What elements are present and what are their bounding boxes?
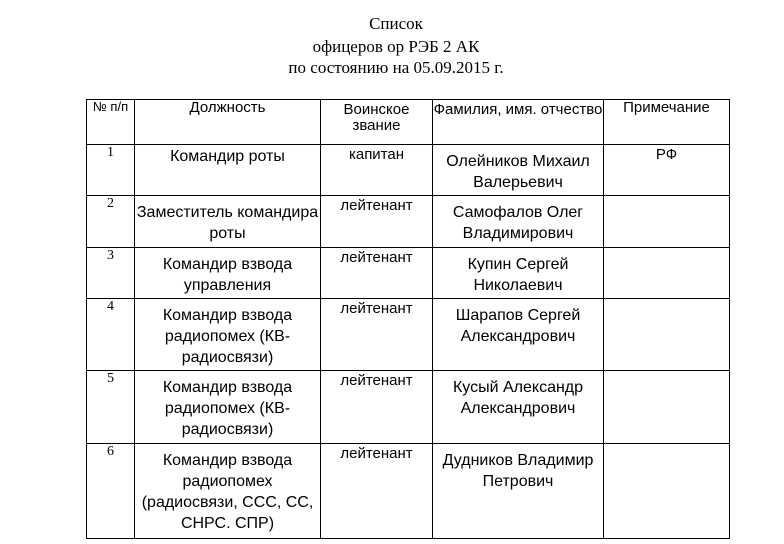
row-rank: лейтенант [321, 248, 433, 299]
table-row [87, 248, 730, 299]
row-position: Командир взвода радиопомех (КВ-радиосвязи) [135, 299, 321, 371]
officers-table [86, 99, 730, 539]
row-num: 5 [87, 371, 135, 444]
table-row [87, 371, 730, 444]
row-num: 6 [87, 444, 135, 539]
row-name: Самофалов Олег Владимирович [433, 196, 604, 248]
row-position: Командир роты [135, 145, 321, 196]
row-rank: капитан [321, 145, 433, 196]
row-num: 3 [87, 248, 135, 299]
row-num: 1 [87, 145, 135, 196]
row-note [604, 196, 730, 248]
row-rank: лейтенант [321, 444, 433, 539]
table-row [87, 444, 730, 539]
header-num: № п/п [87, 100, 135, 145]
row-rank: лейтенант [321, 371, 433, 444]
header-rank: Воинское звание [321, 100, 433, 145]
row-name: Шарапов Сергей Александрович [433, 299, 604, 371]
table-header-row [87, 100, 730, 145]
header-note: Примечание [604, 100, 730, 145]
row-num: 2 [87, 196, 135, 248]
header-name: Фамилия, имя. отчество [433, 100, 604, 145]
row-note [604, 299, 730, 371]
row-note [604, 444, 730, 539]
document-subtitle: офицеров ор РЭБ 2 АК [312, 37, 480, 56]
row-position: Командир взвода управления [135, 248, 321, 299]
row-num: 4 [87, 299, 135, 371]
row-position: Командир взвода радиопомех (радиосвязи, ССС, СС, СНРС. СПР) [135, 444, 321, 539]
row-note [604, 248, 730, 299]
document-date-line: по состоянию на 05.09.2015 г. [288, 58, 504, 77]
row-rank: лейтенант [321, 299, 433, 371]
row-name: Олейников Михаил Валерьевич [433, 145, 604, 196]
row-name: Дудников Владимир Петрович [433, 444, 604, 539]
row-rank: лейтенант [321, 196, 433, 248]
document-title: Список [369, 14, 423, 33]
row-position: Заместитель командира роты [135, 196, 321, 248]
table-row [87, 145, 730, 196]
table-row [87, 299, 730, 371]
table-row [87, 196, 730, 248]
row-position: Командир взвода радиопомех (КВ-радиосвязи) [135, 371, 321, 444]
row-name: Кусый Александр Александрович [433, 371, 604, 444]
header-position: Должность [135, 100, 321, 145]
row-name: Купин Сергей Николаевич [433, 248, 604, 299]
row-note [604, 371, 730, 444]
row-note: РФ [604, 145, 730, 196]
